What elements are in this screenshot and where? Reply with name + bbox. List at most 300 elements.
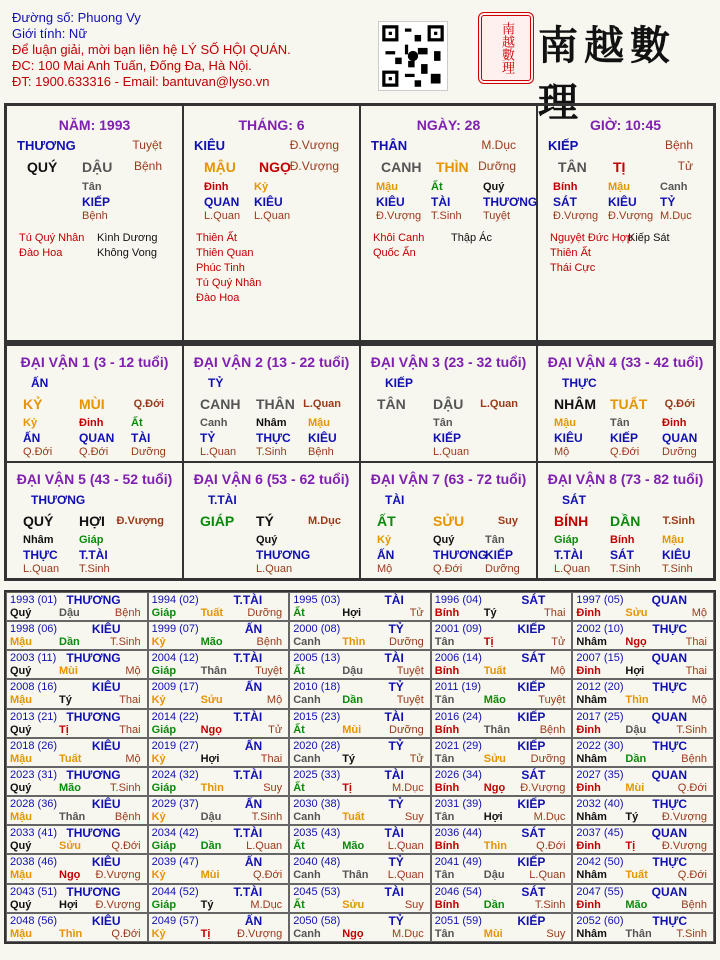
hidden-phase: Q.Đới (23, 446, 53, 458)
hidden-god: THỰC (256, 431, 291, 445)
hidden-phase: Mộ (377, 563, 393, 575)
hidden-god: KIÊU (608, 195, 637, 209)
gender: Giới tính: Nữ (12, 26, 88, 41)
year-branch: Thân (625, 927, 652, 940)
hidden-god: QUAN (79, 431, 115, 445)
year-cell (6, 621, 148, 650)
pillar-star-phase: Bệnh (664, 138, 693, 152)
year-stem: Canh (293, 636, 321, 649)
hidden-stem: Kỷ (377, 534, 392, 546)
year-label: 2021 (29) (434, 739, 482, 752)
year-stem: Bính (434, 898, 460, 911)
year-cell (289, 709, 431, 738)
year-phase: Q.Đới (536, 840, 566, 853)
pillar-head: GIỜ: 10:45 (589, 117, 662, 133)
year-cell (148, 709, 290, 738)
year-star: THỰC (652, 680, 687, 695)
shen-sha-good: Nguyệt Đức Hợp (550, 232, 634, 244)
year-branch: Mùi (59, 665, 78, 678)
year-label: 2031 (39) (434, 798, 482, 811)
year-star: TÀI (384, 884, 404, 899)
pillar-stem: TÂN (558, 159, 587, 175)
year-star: THỰC (652, 797, 687, 812)
year-branch: Thìn (200, 781, 224, 794)
year-phase: Bệnh (539, 723, 566, 736)
hidden-god: THƯƠNG (433, 548, 488, 562)
year-branch: Dậu (342, 665, 363, 678)
year-cell (572, 854, 714, 883)
year-stem: Đinh (576, 781, 601, 794)
year-cell (148, 738, 290, 767)
year-label: 2008 (16) (10, 681, 58, 694)
year-star: KIẾP (517, 680, 546, 695)
year-star: T.TÀI (233, 593, 263, 607)
year-branch: Sửu (200, 694, 223, 707)
year-cell (6, 796, 148, 825)
year-branch: Tý (625, 811, 639, 824)
dai-van-head: ĐẠI VẬN 7 (63 - 72 tuổi) (370, 471, 527, 487)
year-phase: Q.Đới (111, 840, 141, 853)
dai-van-phase: T.Sinh (662, 515, 695, 527)
year-star: SÁT (521, 651, 546, 666)
dai-van-head: ĐẠI VẬN 3 (23 - 32 tuổi) (370, 354, 527, 370)
year-stem: Bính (434, 840, 460, 853)
year-branch: Dậu (59, 607, 80, 619)
year-stem: Nhâm (576, 636, 607, 649)
year-branch: Thìn (342, 636, 366, 649)
shen-sha-good: Phúc Tinh (196, 262, 245, 274)
year-phase: Q.Đới (111, 927, 141, 940)
hidden-god: SÁT (553, 195, 577, 209)
year-branch: Mão (59, 781, 81, 794)
year-branch: Thìn (625, 694, 649, 707)
dai-van-phase: Đ.Vượng (116, 515, 164, 527)
hidden-stem: Tân (610, 417, 630, 429)
hidden-phase: Mộ (554, 446, 570, 458)
year-phase: Bệnh (114, 811, 141, 824)
hidden-phase: Đ.Vượng (553, 210, 599, 222)
year-phase: Tử (268, 723, 283, 736)
year-star: SÁT (521, 593, 546, 607)
pillar-star: THÂN (371, 138, 408, 153)
year-cell (289, 650, 431, 679)
pillar-head: NĂM: 1993 (58, 117, 131, 133)
hidden-phase: Q.Đới (610, 446, 640, 458)
shen-sha-good: Khôi Canh (373, 232, 425, 244)
dai-van-stem: GIÁP (200, 513, 235, 529)
year-stem: Ất (293, 665, 305, 678)
year-stem: Giáp (151, 665, 177, 678)
year-star: QUAN (651, 884, 687, 899)
year-star: T.TÀI (233, 826, 263, 841)
year-stem: Ất (293, 723, 305, 736)
year-label: 2023 (31) (10, 768, 58, 781)
year-stem: Canh (293, 811, 321, 824)
year-stem: Canh (293, 694, 321, 707)
pillar-star-phase: Đ.Vượng (289, 138, 339, 152)
hidden-phase: M.Dục (660, 210, 692, 222)
dai-van-branch: TÝ (256, 513, 274, 529)
hidden-stem: Kỷ (254, 181, 269, 193)
year-cell (289, 592, 431, 621)
year-label: 2039 (47) (151, 856, 199, 869)
year-stem: Quý (10, 665, 32, 678)
year-stem: Đinh (576, 607, 601, 619)
hidden-stem: Quý (256, 534, 278, 546)
dai-van-cell (6, 345, 183, 462)
year-label: 2035 (43) (293, 827, 341, 840)
year-stem: Quý (10, 723, 32, 736)
hidden-stem: Bính (553, 181, 578, 193)
year-label: 2005 (13) (293, 652, 341, 665)
year-label: 2006 (14) (434, 652, 482, 665)
year-cell (431, 767, 573, 796)
hidden-stem: Mậu (308, 417, 330, 429)
hidden-god: KIẾP (82, 195, 111, 209)
hidden-phase: L.Quan (433, 446, 470, 458)
year-stem: Ất (293, 781, 305, 794)
year-branch: Dậu (625, 723, 647, 736)
year-phase: Đ.Vượng (520, 781, 566, 794)
year-label: 2043 (51) (10, 885, 58, 898)
year-cell (289, 854, 431, 883)
dai-van-head: ĐẠI VẬN 8 (73 - 82 tuổi) (547, 471, 704, 487)
dai-van-star: TÀI (385, 493, 405, 507)
year-phase: Tử (409, 607, 424, 619)
year-stem: Bính (434, 607, 460, 619)
year-phase: Đ.Vượng (237, 927, 283, 940)
year-branch: Tuất (59, 752, 82, 765)
year-branch: Dậu (483, 869, 505, 882)
hidden-phase: T.Sinh (610, 563, 641, 575)
year-star: ẤN (244, 738, 263, 753)
year-cell (148, 621, 290, 650)
year-branch: Hợi (200, 752, 220, 765)
year-stem: Tân (434, 927, 455, 940)
year-branch: Mão (342, 840, 365, 853)
pillar-cell (360, 105, 537, 341)
hidden-god: T.TÀI (79, 548, 108, 562)
dai-van-stem: CANH (200, 396, 241, 412)
year-label: 2022 (30) (576, 739, 624, 752)
year-cell (6, 767, 148, 796)
year-label: 1998 (06) (10, 623, 58, 636)
year-star: THƯƠNG (66, 593, 121, 607)
hidden-phase: L.Quan (254, 210, 291, 222)
hidden-phase: Dưỡng (662, 446, 697, 458)
year-label: 2033 (41) (10, 827, 58, 840)
pillar-stem: CANH (381, 159, 422, 175)
year-phase: Mộ (125, 752, 141, 765)
year-label: 2018 (26) (10, 739, 58, 752)
year-cell (431, 738, 573, 767)
year-stem: Quý (10, 898, 32, 911)
year-star: TÀI (384, 593, 404, 607)
year-cell (6, 592, 148, 621)
pillar-branch-phase: Dưỡng (478, 159, 516, 173)
year-phase: Q.Đới (677, 869, 707, 882)
year-cell (431, 796, 573, 825)
year-branch: Mão (483, 694, 506, 707)
year-branch: Dần (342, 694, 363, 707)
year-phase: Suy (263, 781, 283, 794)
hidden-god: THƯƠNG (483, 195, 538, 209)
year-stem: Canh (293, 869, 321, 882)
hidden-god: TỶ (200, 431, 216, 445)
year-stem: Ất (293, 840, 305, 853)
year-phase: Mộ (550, 665, 566, 678)
year-label: 2017 (25) (576, 710, 624, 723)
year-branch: Ngọ (59, 869, 81, 882)
year-branch: Ngọ (342, 927, 364, 940)
year-stem: Kỷ (151, 636, 166, 649)
year-phase: M.Dục (533, 811, 566, 824)
qr-code-icon (378, 21, 448, 91)
year-stem: Đinh (576, 840, 601, 853)
year-phase: Tử (409, 752, 424, 765)
year-star: KIÊU (91, 913, 121, 928)
year-label: 1993 (01) (10, 594, 58, 606)
year-phase: L.Quan (529, 869, 566, 882)
year-branch: Tý (483, 607, 497, 619)
year-star: KIÊU (91, 738, 121, 753)
year-label: 2032 (40) (576, 798, 624, 811)
shen-sha-bad: Thập Ác (451, 232, 492, 244)
dai-van-stem: NHÂM (554, 396, 596, 412)
year-phase: Dưỡng (247, 607, 283, 619)
year-phase: T.Sinh (534, 898, 566, 911)
year-cell (148, 825, 290, 854)
year-stem: Bính (434, 723, 460, 736)
hidden-stem: Mậu (554, 417, 576, 429)
dai-van-phase: Suy (497, 515, 518, 527)
year-star: T.TÀI (233, 884, 263, 899)
year-stem: Tân (434, 869, 455, 882)
hidden-god: TÀI (431, 195, 451, 209)
year-branch: Tị (200, 927, 211, 940)
year-branch: Tị (59, 723, 69, 736)
year-cell (6, 884, 148, 913)
hidden-phase: Bệnh (308, 446, 334, 458)
year-star: TÀI (384, 651, 404, 666)
year-star: TÀI (384, 826, 404, 841)
dai-van-star: KIẾP (385, 376, 414, 390)
year-stem: Mậu (10, 752, 32, 765)
year-star: TÀI (384, 767, 404, 782)
hidden-god: ẤN (377, 548, 395, 562)
year-cell (148, 884, 290, 913)
hidden-phase: Đ.Vượng (608, 210, 654, 222)
dai-van-branch: SỬU (433, 513, 465, 529)
year-branch: Thân (483, 723, 511, 736)
year-label: 2050 (58) (293, 914, 341, 927)
pillar-star: KIẾP (548, 138, 579, 153)
hidden-stem: Tân (433, 417, 453, 429)
year-label: 1994 (02) (151, 594, 199, 606)
year-star: TỶ (388, 738, 404, 753)
year-phase: Đ.Vượng (95, 869, 141, 882)
pillar-stem: QUÝ (27, 159, 58, 175)
year-stem: Kỷ (151, 927, 166, 940)
year-label: 2037 (45) (576, 827, 624, 840)
year-branch: Thân (200, 665, 227, 678)
hidden-god: SÁT (610, 548, 634, 562)
pillar-branch-phase: Đ.Vượng (289, 159, 339, 173)
hidden-phase: Đ.Vượng (376, 210, 422, 222)
pillar-branch-phase: Bệnh (133, 159, 162, 173)
year-cell (431, 621, 573, 650)
dai-van-cell (360, 345, 537, 462)
hidden-stem: Bính (610, 534, 635, 546)
year-phase: Q.Đới (252, 869, 283, 882)
year-cell (148, 796, 290, 825)
year-stem: Nhâm (576, 811, 607, 824)
hidden-phase: T.Sinh (79, 563, 110, 575)
year-cell (148, 767, 290, 796)
year-stem: Tân (434, 636, 455, 649)
year-branch: Tị (625, 840, 636, 853)
shen-sha-good: Tú Quý Nhân (196, 277, 262, 289)
hidden-phase: L.Quan (204, 210, 241, 222)
year-label: 2042 (50) (576, 856, 624, 869)
hidden-stem: Canh (200, 417, 228, 429)
hidden-phase: T.Sinh (431, 210, 462, 222)
shen-sha-good: Thiên Quan (196, 247, 254, 259)
year-star: T.TÀI (233, 709, 263, 724)
year-label: 1999 (07) (151, 623, 199, 636)
pillar-star: THƯƠNG (17, 138, 76, 153)
year-branch: Hợi (625, 665, 645, 678)
year-star: KIẾP (517, 709, 546, 724)
year-stem: Mậu (10, 811, 32, 824)
year-branch: Tý (342, 752, 356, 765)
year-cell (572, 796, 714, 825)
dai-van-phase: Q.Đới (664, 398, 695, 410)
dai-van-star: SÁT (562, 493, 586, 507)
dai-van-branch: HỢI (79, 513, 105, 529)
year-star: QUAN (651, 826, 687, 841)
year-star: ẤN (244, 797, 263, 812)
year-stem: Ất (293, 607, 305, 619)
year-stem: Nhâm (576, 752, 607, 765)
year-stem: Bính (434, 781, 460, 794)
year-phase: Dưỡng (389, 723, 424, 736)
year-star: THƯƠNG (66, 826, 121, 841)
pillar-head: NGÀY: 28 (416, 117, 481, 133)
year-stem: Canh (293, 752, 321, 765)
year-branch: Mão (200, 636, 223, 649)
hidden-god: KIẾP (433, 431, 462, 445)
year-phase: T.Sinh (676, 723, 707, 736)
year-branch: Dần (483, 898, 505, 911)
year-star: TỶ (388, 622, 404, 637)
shen-sha-good: Thiên Ất (196, 232, 237, 244)
year-phase: Mộ (691, 694, 707, 707)
year-cell (572, 913, 714, 942)
pillar-cell (537, 105, 714, 341)
shen-sha-bad: Kiếp Sát (628, 232, 670, 244)
year-label: 2046 (54) (434, 885, 482, 898)
year-label: 2026 (34) (434, 768, 482, 781)
year-branch: Thìn (483, 840, 508, 853)
year-stem: Kỷ (151, 752, 166, 765)
year-cell (289, 679, 431, 708)
hidden-phase: L.Quan (256, 563, 293, 575)
year-branch: Hợi (483, 811, 503, 824)
year-stem: Tân (434, 694, 455, 707)
dai-van-cell (360, 462, 537, 579)
year-branch: Tị (483, 636, 494, 649)
year-stem: Mậu (10, 869, 32, 882)
year-label: 2003 (11) (10, 652, 57, 665)
year-star: KIẾP (517, 797, 546, 812)
hidden-stem: Ất (131, 417, 143, 429)
year-phase: M.Dục (250, 898, 283, 911)
hidden-phase: Q.Đới (79, 446, 109, 458)
year-cell (572, 679, 714, 708)
hidden-god: QUAN (662, 431, 698, 445)
annual-luck-grid (4, 590, 716, 944)
year-phase: L.Quan (387, 840, 424, 853)
address: ĐC: 100 Mai Anh Tuấn, Đống Đa, Hà Nội. (12, 58, 252, 73)
dai-van-star: THƯƠNG (31, 493, 86, 507)
year-star: SÁT (521, 884, 546, 899)
year-cell (289, 913, 431, 942)
hidden-phase: Bệnh (82, 210, 108, 222)
year-star: THƯƠNG (66, 884, 121, 899)
hidden-god: T.TÀI (554, 548, 583, 562)
owner-name: Đường số: Phuong Vy (12, 10, 141, 25)
year-star: ẤN (244, 913, 263, 928)
year-stem: Ất (293, 898, 305, 911)
year-star: QUAN (651, 767, 687, 782)
year-cell (572, 709, 714, 738)
hidden-phase: Tuyệt (483, 210, 511, 222)
dai-van-star: THỰC (562, 376, 597, 390)
year-star: T.TÀI (233, 767, 263, 782)
year-star: ẤN (244, 622, 263, 637)
year-branch: Thân (342, 869, 369, 882)
dai-van-head: ĐẠI VẬN 5 (43 - 52 tuổi) (16, 471, 173, 487)
year-phase: Thai (119, 694, 141, 707)
year-star: ẤN (244, 680, 263, 695)
dai-van-star: ẤN (31, 376, 49, 390)
year-star: TỶ (388, 797, 404, 812)
year-cell (572, 825, 714, 854)
year-stem: Mậu (10, 694, 32, 707)
hidden-stem: Giáp (79, 534, 104, 546)
year-stem: Giáp (151, 607, 177, 619)
year-label: 2044 (52) (151, 885, 199, 898)
pillar-cell (6, 105, 183, 341)
year-phase: Tuyệt (396, 694, 424, 707)
year-phase: Suy (404, 811, 424, 824)
year-cell (6, 913, 148, 942)
year-stem: Nhâm (576, 927, 607, 940)
year-label: 2002 (10) (576, 623, 624, 636)
year-branch: Mùi (625, 781, 645, 794)
year-cell (572, 650, 714, 679)
year-branch: Tuất (625, 869, 648, 882)
year-cell (289, 825, 431, 854)
year-branch: Mùi (483, 927, 503, 940)
dai-van-stem: QUÝ (23, 513, 54, 529)
year-stem: Kỷ (151, 811, 166, 824)
year-cell (572, 592, 714, 621)
year-label: 2020 (28) (293, 739, 341, 752)
dai-van-head: ĐẠI VẬN 1 (3 - 12 tuổi) (20, 354, 169, 370)
year-label: 2015 (23) (293, 710, 341, 723)
